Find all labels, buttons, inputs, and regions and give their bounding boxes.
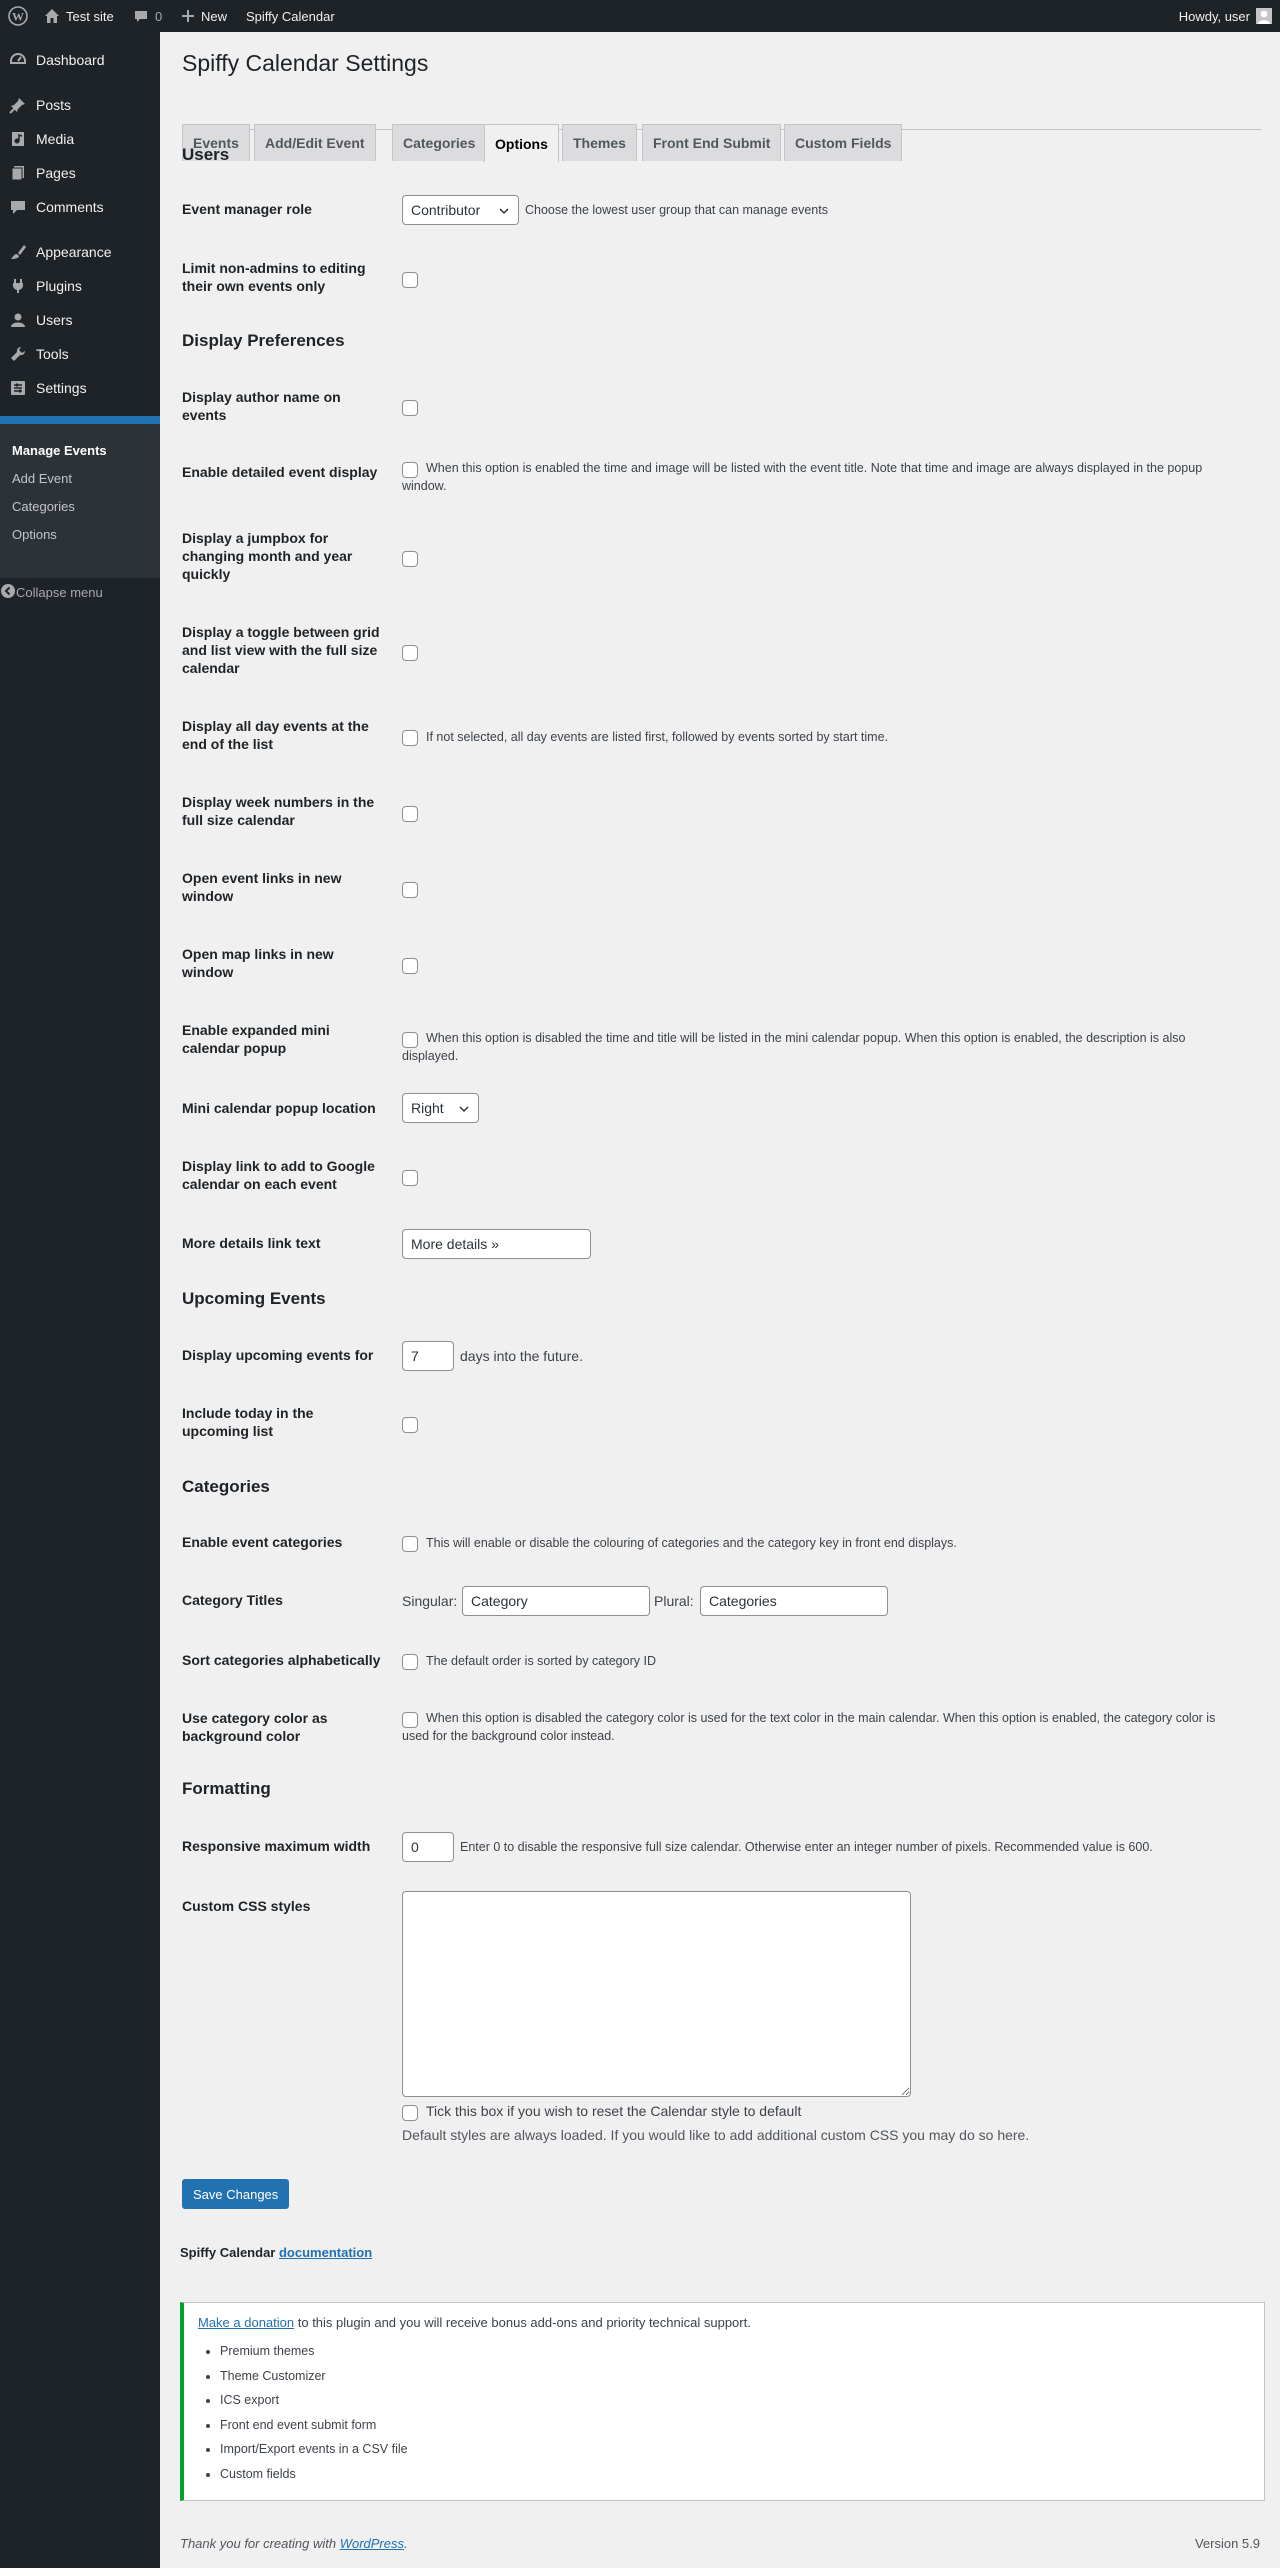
media-icon <box>0 130 36 148</box>
display-author-checkbox[interactable] <box>402 400 418 416</box>
settings-icon <box>0 379 36 397</box>
sidebar-item-dashboard[interactable] <box>0 43 160 77</box>
list-item: • Import/Export events in a CSV file <box>220 2437 408 2462</box>
enable-categories-label: Enable event categories <box>182 1534 343 1550</box>
pin-icon <box>0 96 36 114</box>
collapse-label: Collapse menu <box>16 584 103 600</box>
jumpbox-checkbox[interactable] <box>402 551 418 567</box>
list-item: • ICS export <box>220 2388 408 2413</box>
sort-categories-desc: The default order is sorted by category ID <box>426 1654 656 1668</box>
upcoming-days-label: Display upcoming events for <box>182 1347 374 1363</box>
spiffy-submenu <box>0 424 160 578</box>
footer-thanks-text: Thank you for creating with <box>180 2536 337 2551</box>
sidebar-item-label: Pages <box>36 165 76 181</box>
sidebar-item-label: Media <box>36 131 75 147</box>
tab-themes[interactable]: Themes <box>562 124 637 161</box>
categories-heading: Categories <box>182 1477 270 1496</box>
sidebar-item-label: Settings <box>36 380 87 396</box>
custom-css-desc: Default styles are always loaded. If you would like to add additional custom CSS you may do so here. <box>402 2127 1030 2143</box>
plugin-link[interactable] <box>246 0 335 32</box>
list-item: • Premium themes <box>220 2339 408 2364</box>
reset-style-label: Tick this box if you wish to reset the Calendar style to default <box>426 2103 802 2119</box>
sidebar-item-pages[interactable] <box>0 156 160 190</box>
submenu-options[interactable]: Options <box>12 527 57 542</box>
upcoming-events-heading: Upcoming Events <box>182 1289 326 1308</box>
sidebar-item-label: Plugins <box>36 278 82 294</box>
settings-tabs <box>182 92 1262 152</box>
make-donation-link[interactable]: Make a donation <box>198 2315 295 2330</box>
footer-period: . <box>404 2536 408 2551</box>
display-author-label: Display author name on events <box>182 389 341 423</box>
category-titles-label: Category Titles <box>182 1592 283 1608</box>
responsive-width-label: Responsive maximum width <box>182 1838 371 1854</box>
detailed-display-label: Enable detailed event display <box>182 464 378 480</box>
google-calendar-link-label: Display link to add to Google calendar on each event <box>182 1158 375 1192</box>
upcoming-days-input[interactable]: 7 <box>402 1341 454 1371</box>
svg-text:W: W <box>12 9 24 24</box>
sidebar-item-media[interactable] <box>0 122 160 156</box>
tab-options[interactable]: Options <box>484 124 559 162</box>
save-changes-button[interactable]: Save Changes <box>182 2179 289 2209</box>
singular-input[interactable]: Category <box>462 1586 650 1616</box>
week-numbers-checkbox[interactable] <box>402 806 418 822</box>
sidebar-item-tools[interactable] <box>0 337 160 371</box>
account-menu[interactable] <box>1179 0 1272 32</box>
more-details-label: More details link text <box>182 1235 321 1251</box>
footer-version: Version 5.9 <box>1194 2536 1260 2551</box>
jumpbox-label: Display a jumpbox for changing month and year quickly <box>182 530 353 582</box>
list-item: • Custom fields <box>220 2462 408 2487</box>
all-day-events-label: Display all day events at the end of the list <box>182 718 369 752</box>
display-preferences-heading: Display Preferences <box>182 331 345 350</box>
donation-desc: to this plugin and you will receive bonus add-ons and priority technical support. <box>294 2315 751 2330</box>
submenu-categories[interactable]: Categories <box>12 499 75 514</box>
plural-label: Plural: <box>654 1593 694 1609</box>
map-links-new-window-checkbox[interactable] <box>402 958 418 974</box>
popup-select-value: Right <box>411 1100 444 1116</box>
map-links-new-window-label: Open map links in new window <box>182 946 334 980</box>
tab-events[interactable]: Events <box>182 124 250 161</box>
tab-add-edit-event[interactable]: Add/Edit Event <box>254 124 376 161</box>
sidebar-item-posts[interactable] <box>0 88 160 122</box>
detailed-display-desc: When this option is enabled the time and image will be listed with the event title. Note that time and image are always displayed in the popup window. <box>402 461 1203 493</box>
grid-list-toggle-label: Display a toggle between grid and list view with the full size calendar <box>182 624 380 676</box>
dashboard-icon <box>0 51 36 69</box>
include-today-label: Include today in the upcoming list <box>182 1405 314 1439</box>
main-content <box>160 32 1280 2568</box>
pages-icon <box>0 164 36 182</box>
sidebar-item-label: Comments <box>36 199 104 215</box>
tab-custom-fields[interactable]: Custom Fields <box>784 124 902 161</box>
donation-text <box>198 2315 751 2330</box>
event-links-new-window-checkbox[interactable] <box>402 882 418 898</box>
comments-link[interactable] <box>133 0 162 32</box>
mini-popup-location-select[interactable] <box>402 1093 479 1123</box>
all-day-events-desc: If not selected, all day events are listed first, followed by events sorted by start time. <box>426 730 889 744</box>
avatar <box>1256 8 1272 24</box>
category-bg-color-label: Use category color as background color <box>182 1710 328 1744</box>
footer-thanks <box>180 2536 408 2551</box>
submenu-manage-events[interactable]: Manage Events <box>12 443 107 458</box>
addon-list <box>202 2339 408 2486</box>
enable-categories-desc: This will enable or disable the colouring of categories and the category key in front end displays. <box>426 1536 957 1550</box>
comment-icon <box>0 198 36 216</box>
collapse-menu-button[interactable] <box>0 582 160 602</box>
chevron-down-icon <box>498 204 510 220</box>
more-details-input[interactable]: More details » <box>402 1229 591 1259</box>
donation-notice <box>180 2302 1265 2501</box>
expanded-mini-popup-desc: When this option is disabled the time and title will be listed in the mini calendar popup. When this option is enabled, the description is also displayed. <box>402 1031 1186 1063</box>
site-name-link[interactable] <box>44 0 114 32</box>
responsive-width-input[interactable]: 0 <box>402 1832 454 1862</box>
custom-css-label: Custom CSS styles <box>182 1898 311 1914</box>
users-heading: Users <box>182 145 230 164</box>
limit-non-admins-label: Limit non-admins to editing their own events only <box>182 260 366 294</box>
week-numbers-label: Display week numbers in the full size calendar <box>182 794 375 828</box>
sidebar-item-appearance[interactable] <box>0 235 160 269</box>
sidebar-item-label: Appearance <box>36 244 112 260</box>
wordpress-logo-icon[interactable] <box>8 0 28 32</box>
google-calendar-link-checkbox[interactable] <box>402 1170 418 1186</box>
doc-prefix: Spiffy Calendar <box>180 2245 276 2260</box>
limit-non-admins-checkbox[interactable] <box>402 272 418 288</box>
comment-icon <box>133 8 149 24</box>
sidebar-item-settings[interactable] <box>0 371 160 405</box>
home-icon <box>44 8 60 24</box>
sidebar-item-users[interactable] <box>0 303 160 337</box>
plug-icon <box>0 277 36 295</box>
collapse-icon <box>0 583 16 602</box>
sidebar-item-plugins[interactable] <box>0 269 160 303</box>
sidebar-item-label: Users <box>36 312 73 328</box>
custom-css-textarea[interactable] <box>402 1891 911 2097</box>
plural-input[interactable]: Categories <box>700 1586 888 1616</box>
new-label: New <box>201 8 228 24</box>
event-manager-role-select[interactable] <box>402 195 519 225</box>
include-today-checkbox[interactable] <box>402 1417 418 1433</box>
category-bg-color-desc: When this option is disabled the category color is used for the text color in the main calendar. When this option is enabled, the category color is used for the background color instead. <box>402 1711 1216 1743</box>
tab-categories[interactable]: Categories <box>392 124 486 161</box>
expanded-mini-popup-label: Enable expanded mini calendar popup <box>182 1022 330 1056</box>
documentation-line <box>180 2245 372 2260</box>
howdy-text: Howdy, user <box>1178 8 1250 24</box>
role-select-value: Contributor <box>411 202 481 218</box>
sort-categories-checkbox[interactable] <box>402 1654 418 1670</box>
sidebar-item-comments[interactable] <box>0 190 160 224</box>
comments-count: 0 <box>155 8 163 24</box>
event-manager-role-label: Event manager role <box>182 201 312 217</box>
plugin-label: Spiffy Calendar <box>246 8 335 24</box>
event-manager-role-desc: Choose the lowest user group that can manage events <box>525 203 828 217</box>
chevron-down-icon <box>458 1102 470 1118</box>
site-name: Test site <box>66 8 114 24</box>
submenu-add-event[interactable]: Add Event <box>12 471 72 486</box>
tab-front-end-submit[interactable]: Front End Submit <box>642 124 781 161</box>
admin-bar <box>0 0 1280 32</box>
sort-categories-label: Sort categories alphabetically <box>182 1652 381 1668</box>
user-icon <box>0 311 36 329</box>
responsive-width-desc: Enter 0 to disable the responsive full size calendar. Otherwise enter an integer number of pixels. Recommended value is 600. <box>460 1840 1153 1854</box>
reset-style-checkbox[interactable] <box>402 2105 418 2121</box>
documentation-link[interactable]: documentation <box>278 2245 373 2260</box>
sidebar-item-label: Tools <box>36 346 69 362</box>
all-day-events-checkbox[interactable] <box>402 730 418 746</box>
mini-popup-location-label: Mini calendar popup location <box>182 1100 376 1116</box>
plus-icon <box>181 9 195 23</box>
grid-list-toggle-checkbox[interactable] <box>402 645 418 661</box>
enable-categories-checkbox[interactable] <box>402 1536 418 1552</box>
list-item: • Theme Customizer <box>220 2364 408 2389</box>
sidebar-item-label: Posts <box>36 97 72 113</box>
upcoming-days-suffix: days into the future. <box>460 1348 583 1364</box>
wrench-icon <box>0 345 36 363</box>
admin-sidebar <box>0 32 160 2568</box>
formatting-heading: Formatting <box>182 1779 271 1798</box>
event-links-new-window-label: Open event links in new window <box>182 870 342 904</box>
list-item: • Front end event submit form <box>220 2413 408 2438</box>
sidebar-item-label: Dashboard <box>36 52 105 68</box>
singular-label: Singular: <box>402 1593 458 1609</box>
wordpress-link[interactable]: WordPress <box>339 2536 404 2551</box>
brush-icon <box>0 243 36 261</box>
new-content-link[interactable] <box>181 0 227 32</box>
page-title: Spiffy Calendar Settings <box>182 50 429 76</box>
